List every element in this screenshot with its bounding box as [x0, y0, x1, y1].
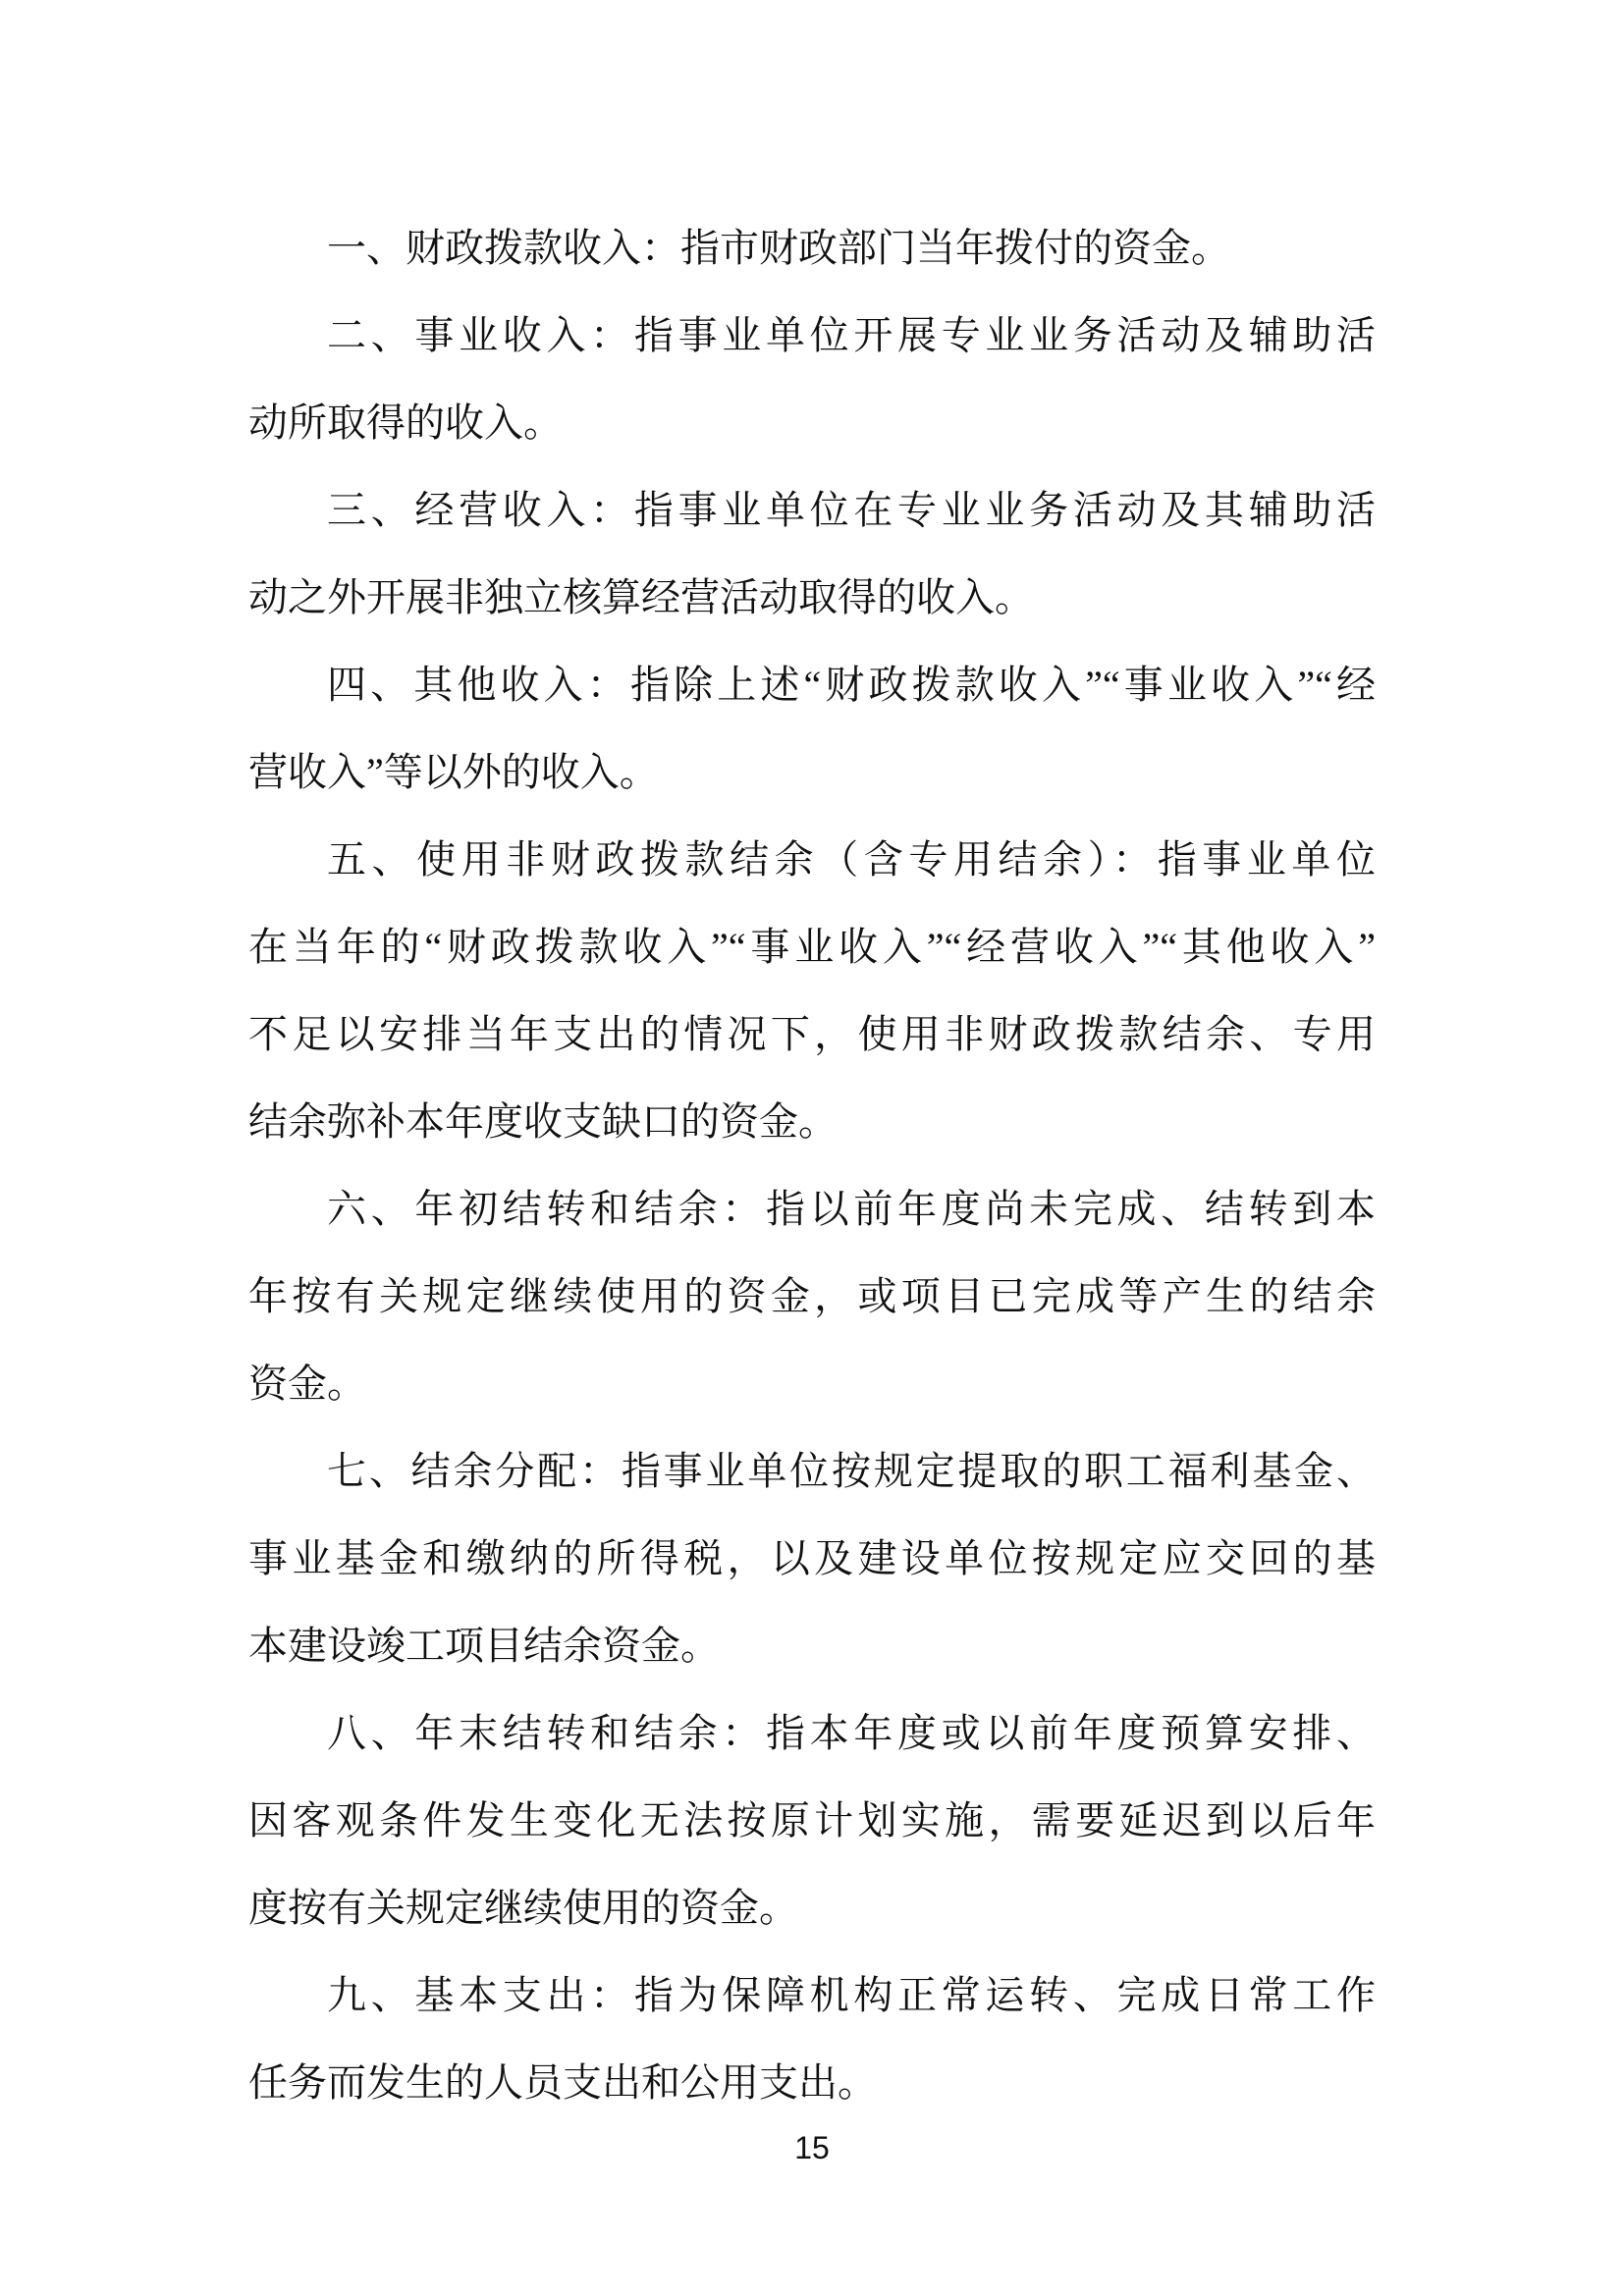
paragraph-8-line-3: 度按有关规定继续使用的资金。 [248, 1886, 798, 1930]
paragraph-6-line-3: 资金。 [248, 1362, 366, 1406]
paragraph-9-line-1: 九、基本支出：指为保障机构正常运转、完成日常工作 [327, 1973, 1376, 2017]
paragraph-7-line-3: 本建设竣工项目结余资金。 [248, 1624, 720, 1668]
paragraph-1-line-1: 一、财政拨款收入：指市财政部门当年拨付的资金。 [327, 226, 1230, 270]
paragraph-5-line-4: 结余弥补本年度收支缺口的资金。 [248, 1099, 838, 1144]
paragraph-8-line-2: 因客观条件发生变化无法按原计划实施，需要延迟到以后年 [248, 1798, 1376, 1842]
paragraph-6-line-2: 年按有关规定继续使用的资金，或项目已完成等产生的结余 [248, 1274, 1376, 1318]
paragraph-6-line-1: 六、年初结转和结余：指以前年度尚未完成、结转到本 [327, 1187, 1376, 1231]
paragraph-3-line-2: 动之外开展非独立核算经营活动取得的收入。 [248, 575, 1034, 619]
paragraph-7-line-1: 七、结余分配：指事业单位按规定提取的职工福利基金、 [327, 1449, 1376, 1493]
paragraph-2-line-1: 二、事业收入：指事业单位开展专业业务活动及辅助活 [327, 313, 1376, 357]
paragraph-5-line-3: 不足以安排当年支出的情况下，使用非财政拨款结余、专用 [248, 1012, 1376, 1056]
paragraph-3-line-1: 三、经营收入：指事业单位在专业业务活动及其辅助活 [327, 488, 1376, 532]
page-number: 15 [794, 2130, 830, 2165]
paragraph-9-line-2: 任务而发生的人员支出和公用支出。 [248, 2060, 877, 2105]
paragraph-4-line-1: 四、其他收入：指除上述“财政拨款收入”“事业收入”“经 [327, 663, 1376, 707]
paragraph-4-line-2: 营收入”等以外的收入。 [248, 750, 659, 794]
paragraph-5-line-2: 在当年的“财政拨款收入”“事业收入”“经营收入”“其他收入” [248, 925, 1376, 969]
paragraph-8-line-1: 八、年末结转和结余：指本年度或以前年度预算安排、 [327, 1711, 1376, 1755]
paragraph-7-line-2: 事业基金和缴纳的所得税，以及建设单位按规定应交回的基 [248, 1536, 1376, 1580]
document-body [248, 204, 1376, 2126]
paragraph-5-line-1: 五、使用非财政拨款结余（含专用结余）：指事业单位 [327, 837, 1376, 881]
paragraph-2-line-2: 动所取得的收入。 [248, 400, 563, 445]
